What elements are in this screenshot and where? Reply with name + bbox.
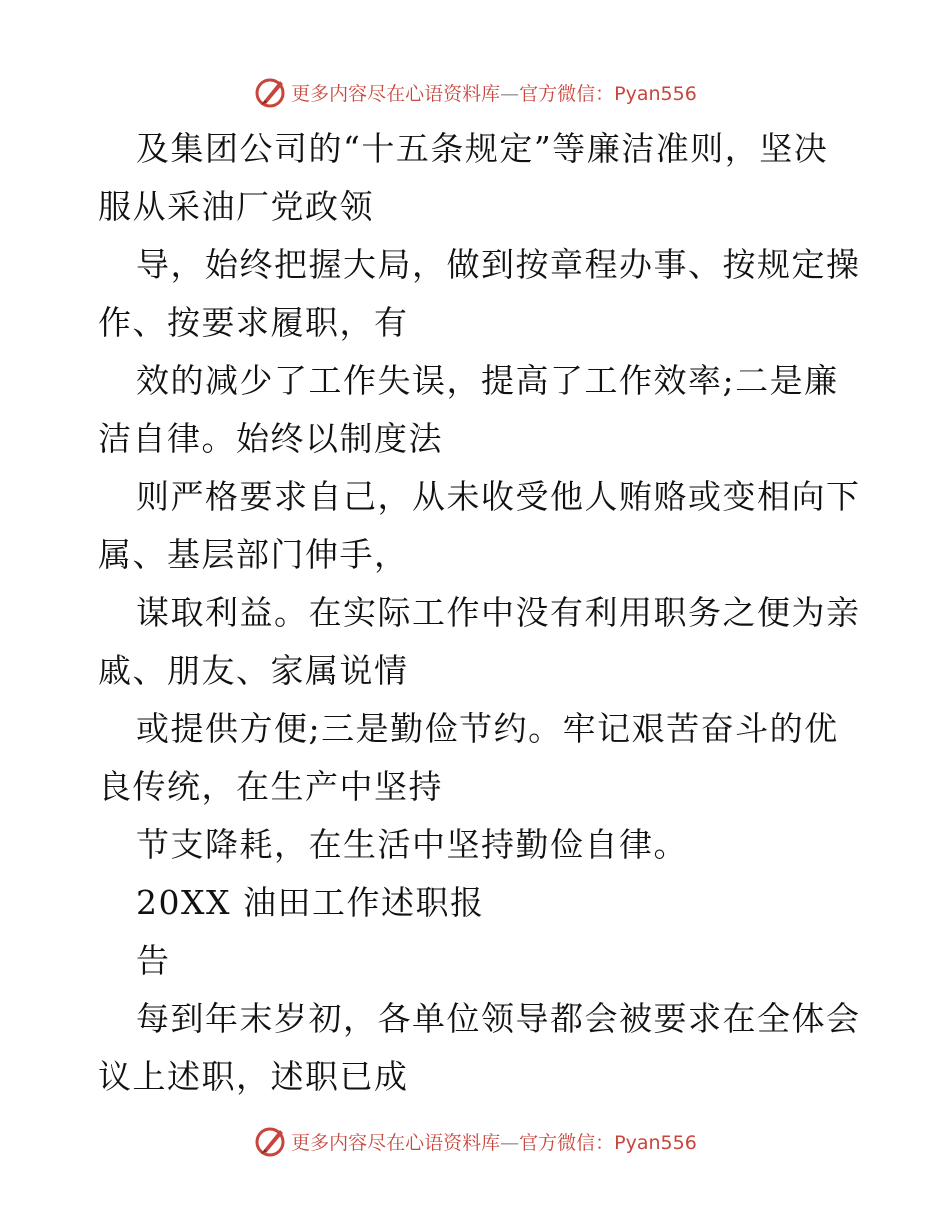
paragraph-line: 及集团公司的“十五条规定”等廉洁准则，坚决 xyxy=(136,129,829,168)
section-title-line: 告 xyxy=(136,941,171,980)
banner-text xyxy=(291,79,697,106)
banner-wechat-text: 官方微信：Pyan556 xyxy=(519,1131,697,1154)
paragraph-line: 则严格要求自己，从未收受他人贿赂或变相向下 xyxy=(136,477,861,516)
section-title-line: 20XX 油田工作述职报 xyxy=(136,883,485,922)
paragraph-line: 谋取利益。在实际工作中没有利用职务之便为亲 xyxy=(136,593,861,632)
paragraph-line: 议上述职，述职已成 xyxy=(98,1057,409,1096)
quill-circle-logo-icon xyxy=(253,1124,287,1158)
paragraph-line: 属、基层部门伸手， xyxy=(98,535,409,574)
quill-circle-logo-icon xyxy=(253,75,287,109)
banner-wechat-text: 官方微信：Pyan556 xyxy=(519,82,697,105)
banner-separator: — xyxy=(500,1131,520,1154)
banner-main-text: 更多内容尽在心语资料库 xyxy=(291,1131,501,1154)
banner-main-text: 更多内容尽在心语资料库 xyxy=(291,82,501,105)
footer-banner xyxy=(0,1121,950,1161)
paragraph-line: 戚、朋友、家属说情 xyxy=(98,651,409,690)
paragraph-line: 洁自律。始终以制度法 xyxy=(98,419,443,458)
banner-text xyxy=(291,1128,697,1155)
paragraph-line: 效的减少了工作失误，提高了工作效率;二是廉 xyxy=(136,361,839,400)
paragraph-line: 良传统，在生产中坚持 xyxy=(98,767,443,806)
paragraph-line: 作、按要求履职，有 xyxy=(98,303,409,342)
paragraph-line: 或提供方便;三是勤俭节约。牢记艰苦奋斗的优 xyxy=(136,709,839,748)
paragraph-line: 每到年末岁初，各单位领导都会被要求在全体会 xyxy=(136,999,861,1038)
paragraph-line: 服从采油厂党政领 xyxy=(98,187,374,226)
header-banner xyxy=(0,72,950,112)
paragraph-line: 导，始终把握大局，做到按章程办事、按规定操 xyxy=(136,245,861,284)
banner-separator: — xyxy=(500,82,520,105)
paragraph-line: 节支降耗，在生活中坚持勤俭自律。 xyxy=(136,825,688,864)
document-body xyxy=(98,120,861,1106)
